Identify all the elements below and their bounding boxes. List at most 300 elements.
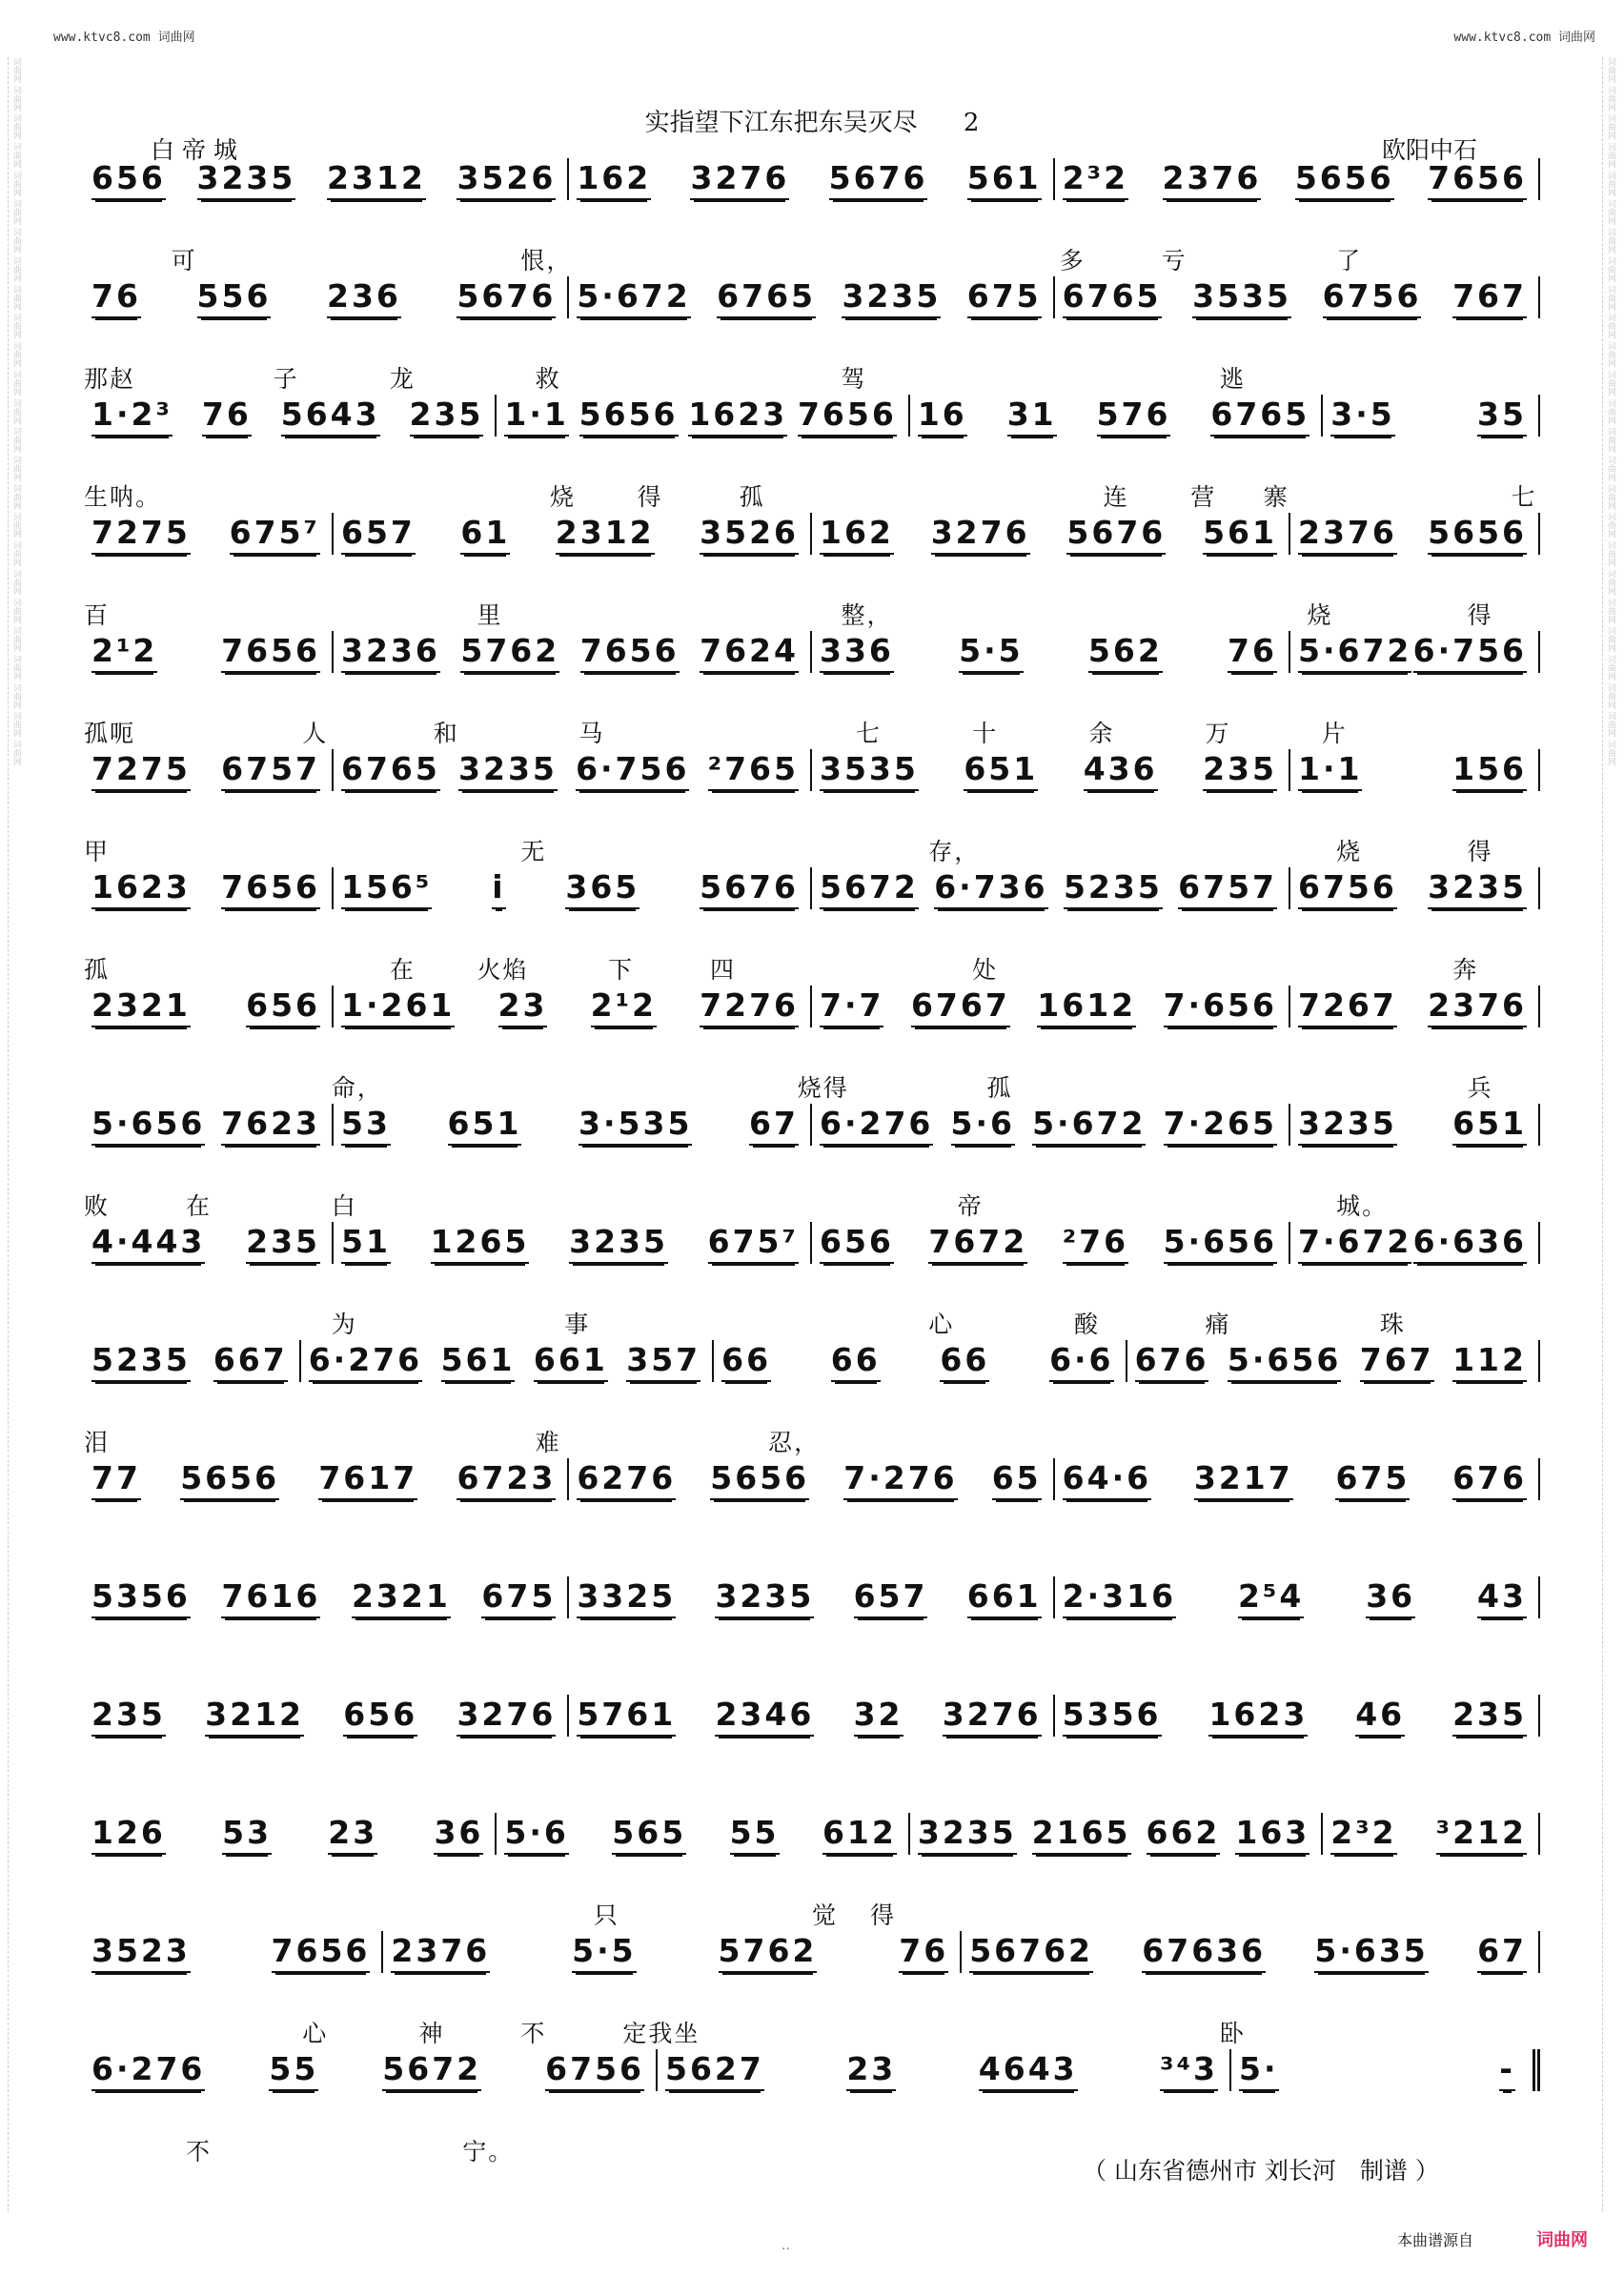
lyric-word: 百 <box>84 601 111 629</box>
lyric-word: 烧 <box>1307 601 1333 629</box>
note-group: 6756 <box>545 2052 644 2091</box>
lyric-word: 孤 <box>739 483 765 511</box>
note-group: 657 <box>854 1579 928 1618</box>
staff-line <box>84 1931 1540 1973</box>
measure <box>84 1813 497 1855</box>
staff-line <box>84 513 1540 555</box>
lyric-word: 难 <box>535 1429 561 1456</box>
lyric-word: 龙 <box>389 365 416 393</box>
lyric-word: 和 <box>433 720 459 747</box>
note-group: 61 <box>460 516 510 555</box>
staff-line <box>84 631 1540 673</box>
measure <box>383 1931 962 1973</box>
measure <box>1055 158 1540 200</box>
note-group: 5·656 <box>91 1107 205 1146</box>
composer-name: 欧阳中石 <box>1381 136 1477 164</box>
note-group: 656 <box>343 1698 417 1737</box>
note-group: 32 <box>854 1698 903 1737</box>
note-group: 436 <box>1084 752 1158 791</box>
note-group: 3235 <box>458 752 558 791</box>
note-group: 5762 <box>719 1934 818 1973</box>
lyric-word: 神 <box>418 2020 445 2047</box>
note-group: 3217 <box>1194 1461 1293 1500</box>
lyric-word: 心 <box>302 2020 329 2047</box>
note-group: 612 <box>822 1816 897 1855</box>
note-group: 5·656 <box>1228 1343 1341 1382</box>
lyric-word: 烧 <box>1336 838 1363 865</box>
note-group: 5·6 <box>504 1816 568 1855</box>
note-group: 6·276 <box>820 1107 933 1146</box>
lyric-word: 火焰 <box>477 956 529 984</box>
lyric-word: 珠 <box>1379 1311 1406 1338</box>
note-group: 7·7 <box>820 988 883 1027</box>
lyric-word: 亏 <box>1161 247 1188 274</box>
measure <box>301 1340 714 1382</box>
note-group: 163 <box>1235 1816 1309 1855</box>
note-group: 43 <box>1477 1579 1527 1618</box>
note-group: 5·656 <box>1164 1225 1277 1264</box>
note-group: 5·672 <box>1298 634 1411 673</box>
note-group: 7·672 <box>1298 1225 1411 1264</box>
note-group: 162 <box>820 516 894 555</box>
measure <box>84 395 497 437</box>
note-group: 5·5 <box>572 1934 636 1973</box>
measure <box>1290 867 1540 909</box>
note-group: 76 <box>899 1934 948 1973</box>
note-group: 2376 <box>1163 161 1262 200</box>
lyric-word: 帝 <box>957 1192 984 1220</box>
note-group: 656 <box>820 1225 894 1264</box>
note-group: 556 <box>197 279 272 318</box>
lyric-word: 命， <box>331 1074 383 1102</box>
note-group: 561 <box>967 161 1042 200</box>
measure <box>334 1104 812 1146</box>
measure <box>1055 1576 1540 1618</box>
measure <box>569 1576 1054 1618</box>
note-group: 661 <box>967 1579 1042 1618</box>
lyric-word: 马 <box>579 720 605 747</box>
note-group: 6·6 <box>1049 1343 1113 1382</box>
staff-line <box>84 1458 1540 1500</box>
note-group: 7656 <box>798 397 897 437</box>
note-group: 2312 <box>556 516 655 555</box>
measure <box>569 1695 1054 1737</box>
note-group: 5·635 <box>1314 1934 1428 1973</box>
note-group: 66 <box>940 1343 989 1382</box>
note-group: 7672 <box>928 1225 1027 1264</box>
note-group: 3235 <box>1428 870 1527 909</box>
lyric-word: 烧得 <box>797 1074 849 1102</box>
note-group: 767 <box>1360 1343 1434 1382</box>
note-group: 236 <box>327 279 401 318</box>
note-group: 2321 <box>352 1579 451 1618</box>
note-group: 6·756 <box>1413 634 1527 673</box>
note-group: 23 <box>328 1816 377 1855</box>
note-group: 6276 <box>577 1461 676 1500</box>
lyric-word: 在 <box>389 956 416 984</box>
lyric-word: 定我坐 <box>622 2020 700 2047</box>
note-group: 6756 <box>1323 279 1422 318</box>
lyric-word: 人 <box>302 720 329 747</box>
lyric-word: 烧 <box>549 483 576 511</box>
measure <box>812 986 1290 1027</box>
note-group: 675 <box>481 1579 556 1618</box>
measure <box>84 986 334 1027</box>
note-group: 3325 <box>577 1579 676 1618</box>
measure <box>1290 631 1540 673</box>
note-group: 3·535 <box>579 1107 692 1146</box>
note-group: 3235 <box>1298 1107 1397 1146</box>
note-group: 657 <box>341 516 416 555</box>
note-group: 55 <box>730 1816 780 1855</box>
measure <box>84 513 334 555</box>
lyric-word: 得 <box>870 1901 897 1929</box>
score-title: 实指望下江东把东吴灭尽 <box>644 109 918 137</box>
note-group: 2346 <box>715 1698 814 1737</box>
note-group: 5656 <box>180 1461 279 1500</box>
note-group: 5676 <box>829 161 928 200</box>
note-group: 5672 <box>820 870 919 909</box>
note-group: 35 <box>1477 397 1527 437</box>
note-group: 5761 <box>577 1698 676 1737</box>
note-group: 76 <box>91 279 141 318</box>
note-group: 6723 <box>457 1461 556 1500</box>
lyric-word: 恨， <box>520 247 573 274</box>
note-group: 235 <box>1203 752 1277 791</box>
note-group: 3235 <box>569 1225 668 1264</box>
lyric-word: 孤 <box>84 956 111 984</box>
note-group: 67 <box>1477 1934 1527 1973</box>
note-group: 23 <box>846 2052 896 2091</box>
note-group: 3526 <box>457 161 556 200</box>
note-group: 3276 <box>690 161 789 200</box>
note-group: 7656 <box>272 1934 371 1973</box>
note-group: 51 <box>341 1225 391 1264</box>
staff-line <box>84 867 1540 909</box>
note-group: 4643 <box>979 2052 1078 2091</box>
measure <box>84 1695 569 1737</box>
note-group: 3535 <box>820 752 919 791</box>
note-group: 676 <box>1135 1343 1209 1382</box>
note-group: 6·736 <box>934 870 1047 909</box>
staff-line <box>84 1695 1540 1737</box>
note-group: 5676 <box>1066 516 1166 555</box>
lyric-word: 孤 <box>986 1074 1013 1102</box>
note-group: 56762 <box>969 1934 1093 1973</box>
staff-line <box>84 749 1540 791</box>
measure <box>334 986 812 1027</box>
measure <box>812 1104 1290 1146</box>
note-group: 2321 <box>91 988 191 1027</box>
note-group: 336 <box>820 634 894 673</box>
note-group: 5356 <box>91 1579 191 1618</box>
note-group: 3526 <box>700 516 799 555</box>
note-group: 2376 <box>1298 516 1397 555</box>
lyric-word: 里 <box>477 601 503 629</box>
note-group: 6757 <box>221 752 320 791</box>
note-group: 46 <box>1355 1698 1405 1737</box>
note-group: 651 <box>1452 1107 1527 1146</box>
note-group: 162 <box>577 161 651 200</box>
note-group: 7656 <box>1428 161 1527 200</box>
lyric-word: 酸 <box>1074 1311 1101 1338</box>
note-group: 7275 <box>91 752 191 791</box>
note-group: 667 <box>213 1343 288 1382</box>
note-group: 67 <box>749 1107 799 1146</box>
note-group: 7656 <box>221 870 320 909</box>
lyric-word: 痛 <box>1205 1311 1231 1338</box>
note-group: 7617 <box>318 1461 417 1500</box>
note-group: 235 <box>410 397 484 437</box>
note-group: 1623 <box>688 397 787 437</box>
lyric-word: 只 <box>593 1901 619 1929</box>
note-group: 1623 <box>91 870 191 909</box>
note-group: 53 <box>341 1107 391 1146</box>
measure <box>1290 513 1540 555</box>
lyric-word: 孤呃 <box>84 720 136 747</box>
note-group: 7656 <box>221 634 320 673</box>
note-group: 1623 <box>1208 1698 1308 1737</box>
note-group: 2312 <box>327 161 426 200</box>
measure <box>1323 1813 1540 1855</box>
note-group: 77 <box>91 1461 141 1500</box>
note-group: 5656 <box>710 1461 809 1500</box>
note-group: 675 <box>1335 1461 1410 1500</box>
measure <box>569 1458 1054 1500</box>
lyric-word: 事 <box>564 1311 591 1338</box>
note-group: 7·656 <box>1164 988 1277 1027</box>
measure <box>962 1931 1540 1973</box>
measure <box>910 395 1323 437</box>
measure <box>84 1931 383 1973</box>
measure <box>84 2049 658 2091</box>
note-group: 1·1 <box>504 397 568 437</box>
side-watermark-right: 词曲网 词曲网 词曲网 词曲网 词曲网 词曲网 词曲网 词曲网 词曲网 词曲网 词曲网 词曲网 词曲网 词曲网 词曲网 词曲网 词曲网 词曲网 词曲网 词曲网 词曲网 词曲网 词曲网 词曲网 词曲网 <box>1602 57 1616 2211</box>
note-group: 357 <box>626 1343 700 1382</box>
note-group: 6765 <box>1063 279 1162 318</box>
lyric-word: 败 <box>84 1192 111 1220</box>
note-group: 1·2³ <box>91 397 173 437</box>
note-group: 3276 <box>943 1698 1042 1737</box>
note-group: 66 <box>721 1343 771 1382</box>
note-group: 2376 <box>1428 988 1527 1027</box>
note-group: 3235 <box>918 1816 1017 1855</box>
note-group: 651 <box>964 752 1038 791</box>
note-group: 7267 <box>1298 988 1397 1027</box>
staff-line <box>84 1340 1540 1382</box>
note-group: 562 <box>1088 634 1163 673</box>
measure <box>812 749 1290 791</box>
measure <box>910 1813 1323 1855</box>
opera-name: 白帝城 <box>151 136 246 164</box>
page-mark: ·· <box>782 2242 790 2257</box>
measure <box>84 1104 334 1146</box>
measure <box>497 1813 909 1855</box>
lyric-word: 驾 <box>841 365 867 393</box>
note-group: 3235 <box>197 161 296 200</box>
measure <box>84 1458 569 1500</box>
lyric-word: 营 <box>1190 483 1217 511</box>
note-group: 656 <box>246 988 320 1027</box>
lyric-word: 城。 <box>1336 1192 1389 1220</box>
measure <box>84 1222 334 1264</box>
note-group: 6765 <box>341 752 440 791</box>
note-group: 2¹2 <box>91 634 157 673</box>
note-group: 5· <box>1239 2052 1279 2091</box>
measure <box>84 276 569 318</box>
measure <box>334 1222 812 1264</box>
note-group: 675⁷ <box>708 1225 799 1264</box>
note-group: - <box>1499 2052 1515 2091</box>
lyric-word: 心 <box>928 1311 955 1338</box>
note-group: 2165 <box>1032 1816 1131 1855</box>
lyric-word: 生呐。 <box>84 483 162 511</box>
note-group: 5676 <box>700 870 799 909</box>
note-group: 235 <box>1452 1698 1527 1737</box>
note-group: 55 <box>269 2052 318 2091</box>
measure <box>497 395 909 437</box>
note-group: 656 <box>91 161 166 200</box>
lyric-word: 得 <box>1467 838 1493 865</box>
site-url-left[interactable]: www.ktvc8.com 词曲网 <box>53 30 195 45</box>
lyric-word: 十 <box>972 720 999 747</box>
note-group: 6765 <box>1210 397 1309 437</box>
note-group: 3535 <box>1192 279 1291 318</box>
lyric-word: 为 <box>331 1311 357 1338</box>
note-group: 5·672 <box>577 279 690 318</box>
staff-line <box>84 1576 1540 1618</box>
note-group: 5·6 <box>951 1107 1015 1146</box>
note-group: 7275 <box>91 516 191 555</box>
lyric-word: 不 <box>185 2138 212 2165</box>
note-group: 7623 <box>221 1107 320 1146</box>
note-group: 4·443 <box>91 1225 205 1264</box>
note-group: 5656 <box>1428 516 1527 555</box>
measure <box>1290 986 1540 1027</box>
note-group: ²76 <box>1063 1225 1128 1264</box>
note-group: 662 <box>1147 1816 1221 1855</box>
lyric-word: 了 <box>1336 247 1363 274</box>
note-group: 561 <box>1203 516 1277 555</box>
note-group: 676 <box>1452 1461 1527 1500</box>
note-group: 156 <box>1452 752 1527 791</box>
note-group: 1·261 <box>341 988 455 1027</box>
measure <box>84 631 334 673</box>
measure <box>812 1222 1290 1264</box>
note-group: 3212 <box>205 1698 304 1737</box>
note-group: 6757 <box>1178 870 1277 909</box>
note-group: 5676 <box>457 279 556 318</box>
page-number: 2 <box>963 109 980 137</box>
lyric-word: 下 <box>608 956 635 984</box>
staff-line <box>84 1222 1540 1264</box>
note-group: 7276 <box>700 988 799 1027</box>
measure <box>1055 276 1540 318</box>
lyric-word: 兵 <box>1467 1074 1493 1102</box>
note-group: 675⁷ <box>230 516 320 555</box>
measure <box>84 749 334 791</box>
note-group: 76 <box>202 397 252 437</box>
note-group: 1265 <box>431 1225 530 1264</box>
lyric-word: 整， <box>841 601 893 629</box>
lyric-word: 万 <box>1205 720 1231 747</box>
note-group: 16 <box>918 397 967 437</box>
note-group: 7656 <box>580 634 680 673</box>
measure <box>1231 2049 1540 2091</box>
note-group: 65 <box>992 1461 1042 1500</box>
lyric-word: 逃 <box>1219 365 1246 393</box>
note-group: 235 <box>246 1225 320 1264</box>
measure <box>84 1576 569 1618</box>
measure <box>84 158 569 200</box>
lyric-word: 奔 <box>1452 956 1479 984</box>
measure <box>658 2049 1231 2091</box>
note-group: 3276 <box>931 516 1030 555</box>
note-group: 7624 <box>700 634 799 673</box>
note-group: i <box>492 870 505 909</box>
note-group: 3523 <box>91 1934 191 1973</box>
measure <box>334 867 812 909</box>
measure <box>334 631 812 673</box>
note-group: 565 <box>612 1816 686 1855</box>
note-group: 66 <box>831 1343 881 1382</box>
note-group: 5·672 <box>1032 1107 1146 1146</box>
measure <box>334 749 812 791</box>
transcriber-credit: （ 山东省德州市 刘长河 制谱 ） <box>1083 2157 1439 2185</box>
staff-line <box>84 158 1540 200</box>
measure <box>84 1340 301 1382</box>
note-group: 7·276 <box>843 1461 957 1500</box>
measure <box>1055 1458 1540 1500</box>
note-group: 3235 <box>842 279 941 318</box>
note-group: 36 <box>434 1816 483 1855</box>
lyric-word: 觉 <box>812 1901 839 1929</box>
note-group: 675 <box>967 279 1042 318</box>
note-group: 6·636 <box>1413 1225 1527 1264</box>
note-group: ³212 <box>1436 1816 1527 1855</box>
note-group: 5356 <box>1063 1698 1162 1737</box>
measure <box>812 513 1290 555</box>
staff-line <box>84 986 1540 1027</box>
note-group: 661 <box>534 1343 608 1382</box>
note-group: 561 <box>441 1343 516 1382</box>
measure <box>1323 395 1540 437</box>
note-group: 5643 <box>281 397 380 437</box>
measure <box>812 867 1290 909</box>
lyric-word: 处 <box>972 956 999 984</box>
staff-line <box>84 2049 1540 2091</box>
measure <box>812 631 1290 673</box>
note-group: 2¹2 <box>591 988 657 1027</box>
note-group: 2·316 <box>1063 1579 1176 1618</box>
note-group: 1·1 <box>1298 752 1362 791</box>
note-group: 7·265 <box>1164 1107 1277 1146</box>
side-watermark-left: 词曲网 词曲网 词曲网 词曲网 词曲网 词曲网 词曲网 词曲网 词曲网 词曲网 词曲网 词曲网 词曲网 词曲网 词曲网 词曲网 词曲网 词曲网 词曲网 词曲网 词曲网 词曲网 词曲网 词曲网 词曲网 <box>8 57 22 2211</box>
lyric-word: 泪 <box>84 1429 111 1456</box>
site-url-right[interactable]: www.ktvc8.com 词曲网 <box>1453 30 1595 45</box>
lyric-word: 那赵 <box>84 365 136 393</box>
note-group: 23 <box>498 988 548 1027</box>
lyric-word: 余 <box>1088 720 1115 747</box>
site-logo[interactable]: 词曲网 <box>1536 2230 1588 2250</box>
note-group: 53 <box>222 1816 272 1855</box>
note-group: 7616 <box>221 1579 320 1618</box>
note-group: 6756 <box>1298 870 1397 909</box>
note-group: 67636 <box>1142 1934 1266 1973</box>
staff-line <box>84 1104 1540 1146</box>
measure <box>569 276 1054 318</box>
note-group: 3·5 <box>1330 397 1394 437</box>
